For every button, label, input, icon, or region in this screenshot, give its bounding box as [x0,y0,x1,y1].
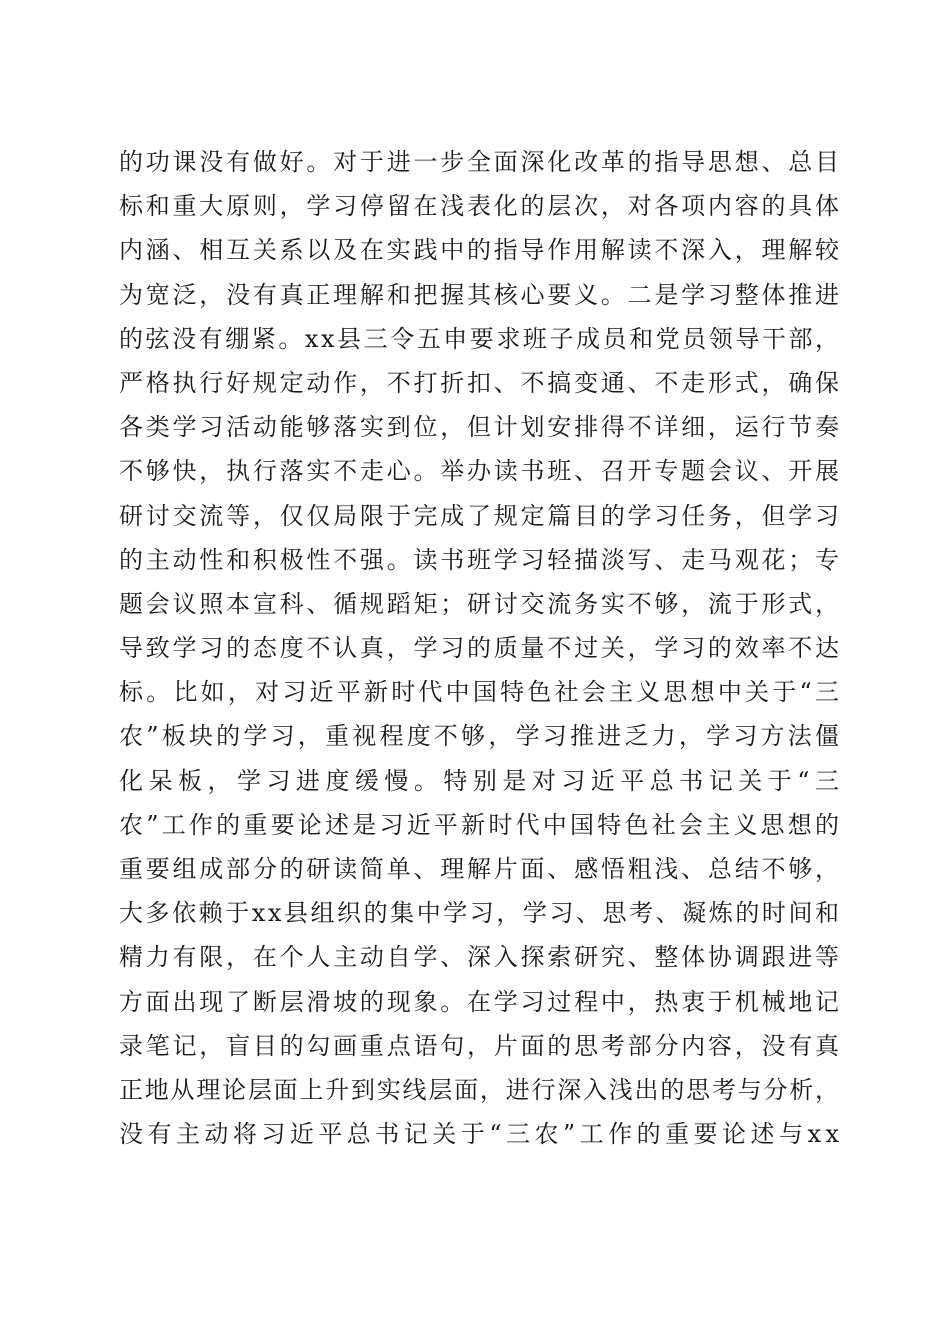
text-line-15: 化呆板，学习进度缓慢。特别是对习近平总书记关于“三 [119,766,845,795]
text-line-23: 没有主动将习近平总书记关于“三农”工作的重要论述与xx [119,1120,844,1149]
text-line-4: 为宽泛，没有真正理解和把握其核心要义。二是学习整体推进 [119,280,842,309]
text-line-7: 各类学习活动能够落实到位，但计划安排得不详细，运行节奏 [119,413,842,442]
text-line-6: 严格执行好规定动作，不打折扣、不搞变通、不走形式，确保 [119,368,842,397]
text-line-9: 研讨交流等，仅仅局限于完成了规定篇目的学习任务，但学习 [119,501,842,530]
text-line-14: 农”板块的学习，重视程度不够，学习推进乏力，学习方法僵 [119,722,843,751]
text-line-10: 的主动性和积极性不强。读书班学习轻描淡写、走马观花；专 [119,545,842,574]
text-line-18: 大多依赖于xx县组织的集中学习，学习、思考、凝炼的时间和 [119,899,842,928]
text-line-16: 农”工作的重要论述是习近平新时代中国特色社会主义思想的 [119,810,843,839]
text-line-13: 标。比如，对习近平新时代中国特色社会主义思想中关于“三 [119,678,843,707]
text-line-1: 的功课没有做好。对于进一步全面深化改革的指导思想、总目 [119,148,842,176]
text-line-22: 正地从理论层面上升到实线层面，进行深入浅出的思考与分析， [119,1075,841,1104]
text-line-2: 标和重大原则，学习停留在浅表化的层次，对各项内容的具体 [119,192,842,221]
text-line-12: 导致学习的态度不认真，学习的质量不过关，学习的效率不达 [119,634,842,663]
text-line-17: 重要组成部分的研读简单、理解片面、感悟粗浅、总结不够， [119,855,842,883]
text-line-19: 精力有限，在个人主动自学、深入探索研究、整体协调跟进等 [119,943,842,972]
text-line-20: 方面出现了断层滑坡的现象。在学习过程中，热衷于机械地记 [119,987,842,1016]
text-line-21: 录笔记，盲目的勾画重点语句，片面的思考部分内容，没有真 [119,1031,842,1060]
body-paragraph [119,140,845,1156]
text-line-5: 的弦没有绷紧。xx县三令五申要求班子成员和党员领导干部， [119,324,842,353]
text-line-3: 内涵、相互关系以及在实践中的指导作用解读不深入，理解较 [119,236,842,265]
text-line-8: 不够快，执行落实不走心。举办读书班、召开专题会议、开展 [119,457,842,486]
text-line-11: 题会议照本宣科、循规蹈矩；研讨交流务实不够，流于形式， [119,589,842,618]
